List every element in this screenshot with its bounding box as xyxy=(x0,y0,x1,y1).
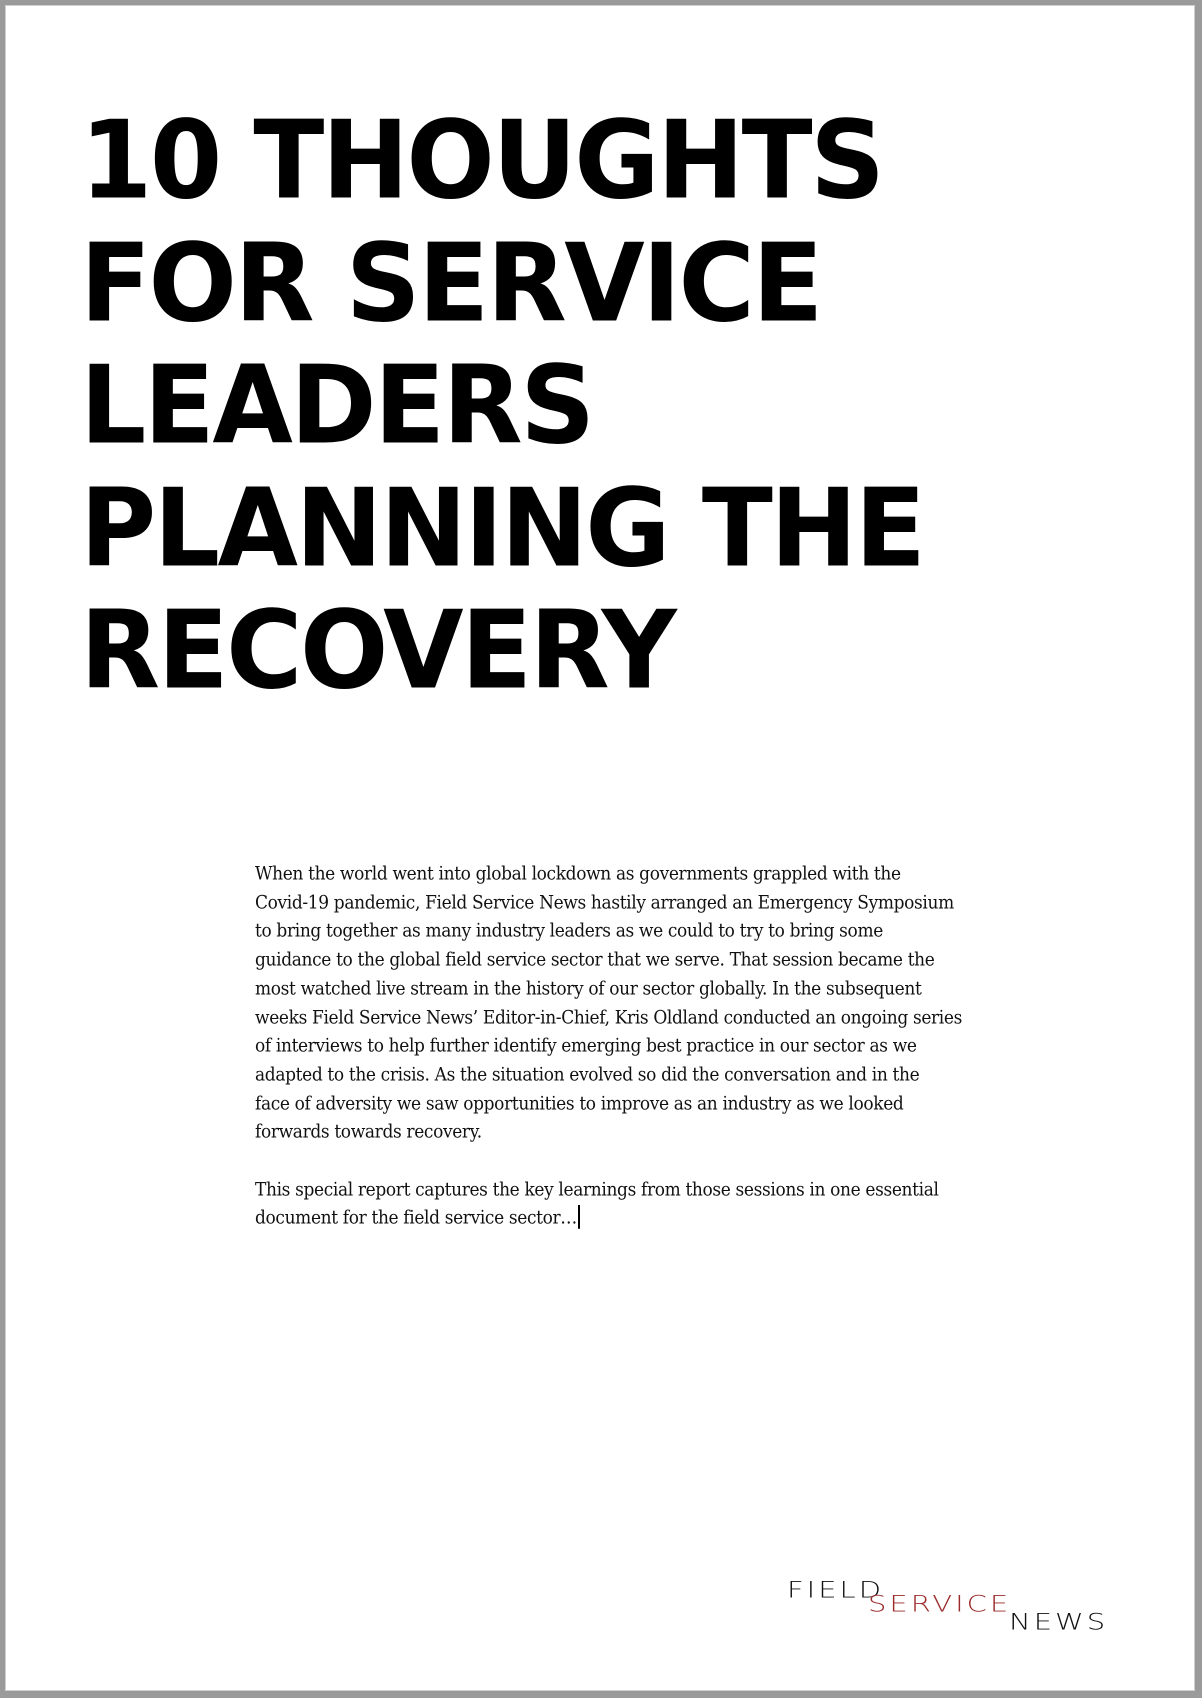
text-line-with-cursor xyxy=(255,1203,1115,1234)
text-cursor xyxy=(578,1205,580,1229)
document-page xyxy=(5,5,1195,1691)
text-line: guidance to the global field service sector that we serve. That session became the xyxy=(255,949,935,971)
logo-word-service: SERVICE xyxy=(868,1590,1012,1618)
field-service-news-logo xyxy=(782,1572,1152,1642)
intro-text[interactable] xyxy=(255,860,1115,1233)
text-line: document for the field service sector… xyxy=(255,1207,577,1230)
title-line: 10 THOUGHTS xyxy=(80,96,883,224)
text-line: of interviews to help further identify emerging best practice in our sector as we xyxy=(255,1035,917,1057)
intro-paragraph-2 xyxy=(255,1176,1115,1233)
text-line: Covid-19 pandemic, Field Service News hastily arranged an Emergency Symposium xyxy=(255,891,954,914)
logo-word-field: FIELD xyxy=(787,1576,885,1604)
text-line: adapted to the crisis. As the situation evolved so did the conversation and in the xyxy=(255,1064,920,1086)
text-line: When the world went into global lockdown as governments grappled with the xyxy=(255,863,901,885)
text-line: face of adversity we saw opportunities to improve as an industry as we looked xyxy=(255,1092,904,1115)
text-line: most watched live stream in the history of our sector globally. In the subsequent xyxy=(255,977,922,1000)
text-line: weeks Field Service News’ Editor-in-Chief, Kris Oldland conducted an ongoing series xyxy=(255,1006,962,1029)
intro-paragraph-1 xyxy=(255,860,1115,1147)
title-line: RECOVERY xyxy=(80,586,675,714)
text-line: forwards towards recovery. xyxy=(255,1121,482,1144)
title-line: LEADERS xyxy=(80,341,593,469)
document-title xyxy=(80,96,924,714)
logo-word-news: NEWS xyxy=(1009,1608,1109,1636)
title-line: FOR SERVICE xyxy=(80,219,821,346)
text-line: to bring together as many industry leaders as we could to try to bring some xyxy=(255,920,883,943)
title-line: PLANNING THE xyxy=(80,464,924,591)
text-line: This special report captures the key learnings from those sessions in one essential xyxy=(255,1178,939,1201)
